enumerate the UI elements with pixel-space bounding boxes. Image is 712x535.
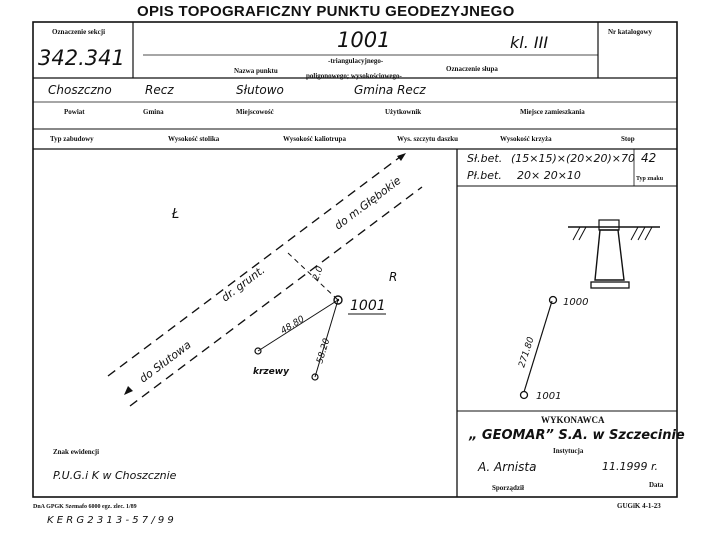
powiat-label: Powiat: [64, 108, 85, 116]
znak-line2-value: 20× 20×10: [517, 169, 581, 182]
wykonawca-label: WYKONAWCA: [541, 415, 605, 425]
wys-szczytu-label: Wys. szczytu daszku: [397, 135, 458, 143]
distance-top: 2.0: [311, 265, 326, 283]
wykonawca-firm: „ GEOMAR” S.A. w Szczecinie: [469, 428, 685, 443]
wykonawca-date: 11.1999 r.: [602, 460, 658, 473]
uzytkownik-label: Użytkownik: [385, 108, 422, 116]
nr-katalogowy-label: Nr katalogowy: [608, 28, 653, 36]
powiat-value: Choszczno: [48, 83, 112, 97]
klasa: kl. III: [510, 33, 549, 52]
znak-line1-label: Sł.bet.: [467, 152, 503, 165]
right-distance: 271.80: [517, 335, 537, 369]
page-title: OPIS TOPOGRAFICZNY PUNKTU GEODEZYJNEGO: [137, 3, 515, 20]
footer-right: GUGiK 4-1-23: [617, 502, 661, 510]
wykonawca-person: A. Arnista: [478, 460, 537, 474]
monument-pillar: [595, 230, 624, 280]
monument-plate: [591, 282, 629, 288]
znak-code: 42: [641, 151, 657, 165]
stop-label: Stop: [621, 135, 635, 143]
instytucja-label: Instytucja: [553, 447, 584, 455]
distance-down: 58.20: [315, 337, 333, 365]
zamieszkanie-label: Miejsce zamieszkania: [520, 108, 585, 116]
point-1000-marker: [550, 297, 557, 304]
distance-left: 48.80: [279, 314, 307, 337]
monument-head: [599, 220, 619, 230]
znak-line1-value: (15×15)×(20×20)×70: [511, 152, 636, 165]
oznaczenie-sekcji-label: Oznaczenie sekcji: [52, 28, 106, 36]
znak-line2-label: Pł.bet.: [467, 169, 502, 182]
road-label-glebokie: do m.Głębokie: [331, 174, 404, 233]
footer-left: DnA GPGK Szemafo 6000 egz. zlec. 1/89: [33, 504, 137, 510]
wysokosc-krzyza-label: Wysokość krzyża: [500, 135, 552, 143]
krzewy-label: krzewy: [253, 367, 289, 377]
zach-value: P.U.G.i K w Choszcznie: [53, 469, 177, 482]
typ-znaku-label: Typ znaku: [636, 176, 664, 182]
uzytkownik-value: Gmina Recz: [354, 83, 426, 97]
road-label-grunt: dr. grunt.: [218, 263, 268, 305]
label-L: Ł: [172, 207, 180, 222]
gmina-value: Recz: [145, 83, 174, 97]
punkt-number: 1001: [337, 28, 391, 52]
gmina-label: Gmina: [143, 108, 164, 116]
right-point-bottom: 1001: [536, 391, 562, 402]
wysokosc-stolika-label: Wysokość stolika: [168, 135, 220, 143]
wysokosc-kaliotrupa-label: Wysokość kaliotrupa: [283, 135, 346, 143]
road-label-slutowa: do Słutowa: [136, 338, 194, 386]
right-point-top: 1000: [563, 297, 589, 308]
punkt-type-2: poligonowego; wysokościowego-: [306, 72, 402, 80]
miejscowosc-value: Słutowo: [236, 83, 284, 97]
zach-label: Znak ewidencji: [53, 448, 100, 456]
miejscowosc-label: Miejscowość: [236, 108, 274, 116]
nazwa-punktu-label: Nazwa punktu: [234, 67, 278, 75]
data-label: Data: [649, 481, 664, 489]
kerg-number: K E R G 2 3 1 3 - 5 7 / 9 9: [47, 515, 174, 526]
oznaczenie-slupa-label: Oznaczenie słupa: [446, 65, 498, 73]
oznaczenie-sekcji-value: 342.341: [38, 46, 125, 70]
point-1001-right-marker: [521, 392, 528, 399]
typ-zabudowy-label: Typ zabudowy: [50, 135, 94, 143]
point-label-1001: 1001: [350, 298, 386, 314]
punkt-type-1: -triangulacyjnego-: [328, 57, 384, 65]
sporzadzil-label: Sporządził: [492, 484, 524, 492]
label-R: R: [389, 270, 398, 284]
